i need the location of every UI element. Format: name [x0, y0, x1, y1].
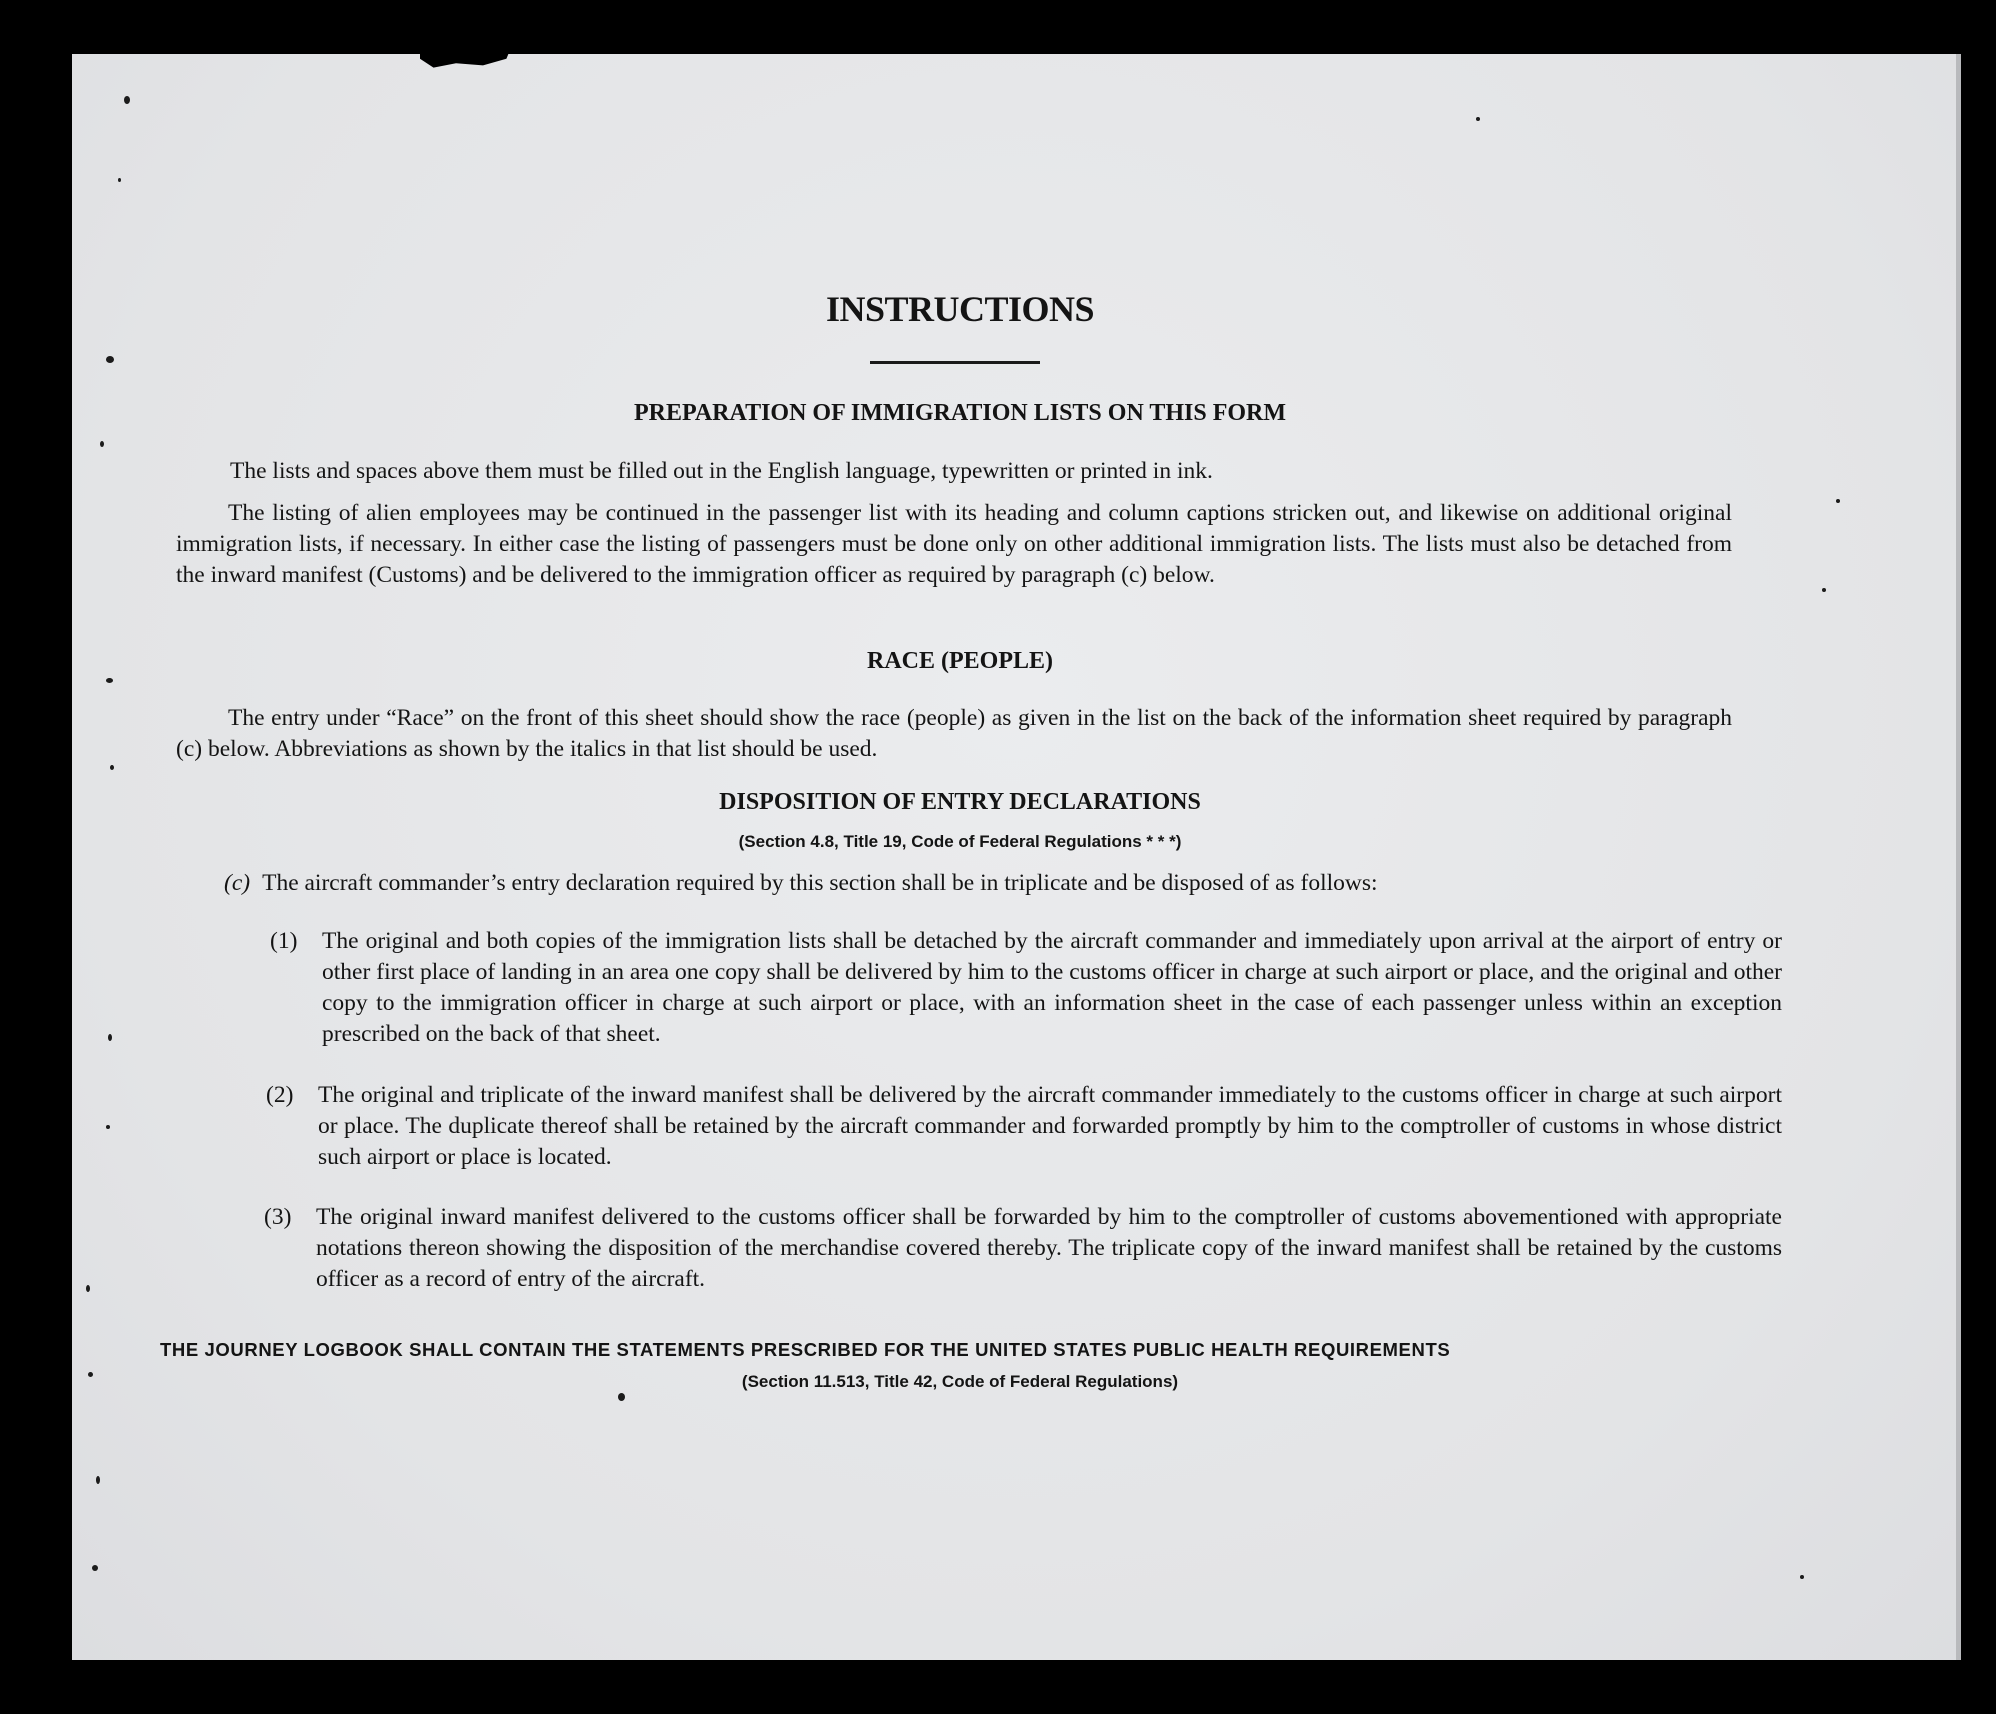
preparation-paragraph-2: The listing of alien employees may be continued in the passenger list with its heading and column captions stricken out, and likewise on additional original immigration lists, if necessary. In either case the listing of passengers must be done only on other additional immigration lists. The lists must also be detached from the inward manifest (Customs) and be delivered to the immigration officer as required by paragraph (c) below. [176, 500, 1732, 588]
section-heading-race: RACE (PEOPLE) [867, 648, 1053, 674]
race-paragraph: The entry under “Race” on the front of this sheet should show the race (people) as given in the list on the back of the information sheet required by paragraph (c) below. Abbreviations as shown by the italics in that list should be used. [176, 705, 1732, 762]
disposition-intro [224, 868, 1734, 899]
item-text: The original inward manifest delivered to the customs officer shall be forwarded by him to the comptroller of customs abovementioned with appropriate notations thereon showing the disposition of the merchandise covered thereby. The triplicate copy of the inward manifest shall be retained by the customs officer as a record of entry of the aircraft. [316, 1204, 1782, 1292]
section-heading-preparation: PREPARATION OF IMMIGRATION LISTS ON THIS FORM [633, 400, 1287, 426]
item-number: (2) [266, 1082, 294, 1108]
disposition-citation: (Section 4.8, Title 19, Code of Federal Regulations * * *) [738, 832, 1182, 851]
public-health-citation: (Section 11.513, Title 42, Code of Federal Regulations) [741, 1372, 1179, 1391]
item-text: The original and triplicate of the inward manifest shall be delivered by the aircraft commander immediately to the customs officer in charge at such airport or place. The duplicate thereof shall be retained by the aircraft commander and forwarded promptly by him to the comptroller of customs in whose district such airport or place is located. [318, 1082, 1782, 1170]
disposition-item-2 [266, 1080, 1782, 1173]
preparation-paragraph-1: The lists and spaces above them must be filled out in the English language, typewritten or printed in ink. [230, 458, 1213, 484]
intro-text: The aircraft commander’s entry declaration required by this section shall be in triplicate and be disposed of as follows: [262, 870, 1378, 896]
section-heading-disposition: DISPOSITION OF ENTRY DECLARATIONS [719, 789, 1201, 815]
item-number: (1) [270, 928, 298, 954]
title-underline [870, 361, 1040, 364]
disposition-item-3 [264, 1202, 1782, 1295]
disposition-item-1 [270, 926, 1782, 1050]
item-number: (3) [264, 1204, 292, 1230]
intro-label: (c) [224, 870, 251, 896]
page-title: INSTRUCTIONS [825, 289, 1095, 329]
item-text: The original and both copies of the immigration lists shall be detached by the aircraft commander and immediately upon arrival at the airport of entry or other first place of landing in an area one copy shall be delivered by him to the customs officer in charge at such airport or place, and the original and other copy to the immigration officer in charge at such airport or place, with an information sheet in the case of each passenger unless within an exception prescribed on the back of that sheet. [322, 928, 1782, 1047]
public-health-statement: THE JOURNEY LOGBOOK SHALL CONTAIN THE STATEMENTS PRESCRIBED FOR THE UNITED STATES PUBLIC HEALTH REQUIREMENTS [160, 1339, 1451, 1360]
